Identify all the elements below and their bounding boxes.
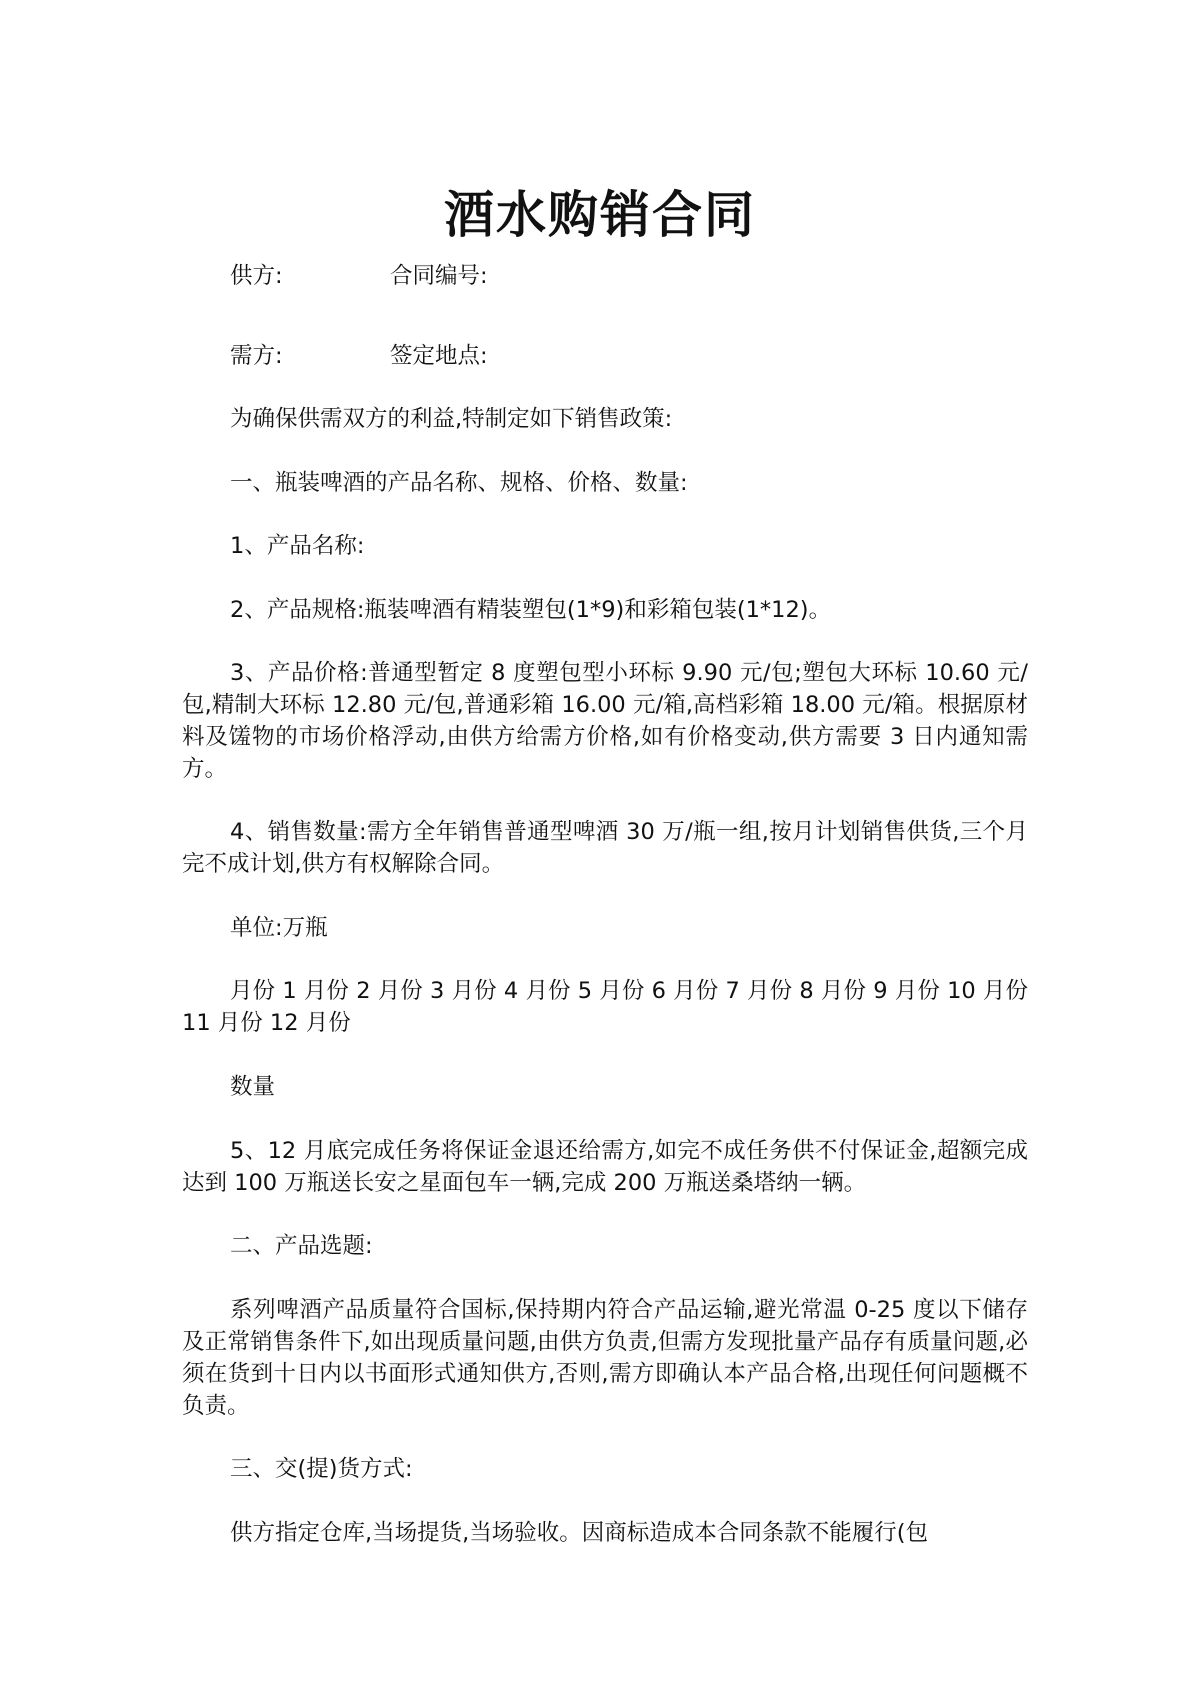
section1-heading: 一、瓶装啤酒的产品名称、规格、价格、数量: <box>230 470 688 496</box>
item1-product-name: 1、产品名称: <box>230 533 365 559</box>
intro-line: 为确保供需双方的利益,特制定如下销售政策: <box>230 406 673 432</box>
sign-place-label: 签定地点: <box>390 343 488 369</box>
quantity-line: 数量 <box>230 1074 276 1100</box>
item2-product-spec: 2、产品规格:瓶装啤酒有精装塑包(1*9)和彩箱包装(1*12)。 <box>230 597 832 623</box>
section3-body: 供方指定仓库,当场提货,当场验收。因商标造成本合同条款不能履行(包 <box>230 1520 929 1546</box>
document-title: 酒水购销合同 <box>444 186 756 244</box>
item4-sales-quantity: 4、销售数量:需方全年销售普通型啤酒 30 万/瓶一组,按月计划销售供货,三个月完不成计划,供方有权解除合同。 <box>182 819 1028 877</box>
section3-heading: 三、交(提)货方式: <box>230 1456 413 1482</box>
section2-heading: 二、产品选题: <box>230 1233 373 1259</box>
unit-line: 单位:万瓶 <box>230 915 328 941</box>
contract-number-label: 合同编号: <box>390 263 488 289</box>
months-line: 月份 1 月份 2 月份 3 月份 4 月份 5 月份 6 月份 7 月份 8 月份 9 月份 10 月份 11 月份 12 月份 <box>182 978 1028 1036</box>
buyer-label: 需方: <box>230 343 283 369</box>
item3-product-price: 3、产品价格:普通型暂定 8 度塑包型小环标 9.90 元/包;塑包大环标 10.60 元/包,精制大环标 12.80 元/包,普通彩箱 16.00 元/箱,高档彩箱 18.00 元/箱。根据原材料及馐物的市场价格浮动,由供方给需方价格,如有价格变动,供方需要 3 日内通知需方。 <box>182 660 1028 782</box>
item5-completion-terms: 5、12 月底完成任务将保证金退还给需方,如完不成任务供不付保证金,超额完成达到 100 万瓶送长安之星面包车一辆,完成 200 万瓶送桑塔纳一辆。 <box>182 1138 1028 1196</box>
supplier-label: 供方: <box>230 263 283 289</box>
section2-body: 系列啤酒产品质量符合国标,保持期内符合产品运输,避光常温 0-25 度以下储存及正常销售条件下,如出现质量问题,由供方负责,但需方发现批量产品存有质量问题,必须在货到十日内以书面形式通知供方,否则,需方即确认本产品合格,出现任何问题概不负责。 <box>182 1297 1028 1419</box>
